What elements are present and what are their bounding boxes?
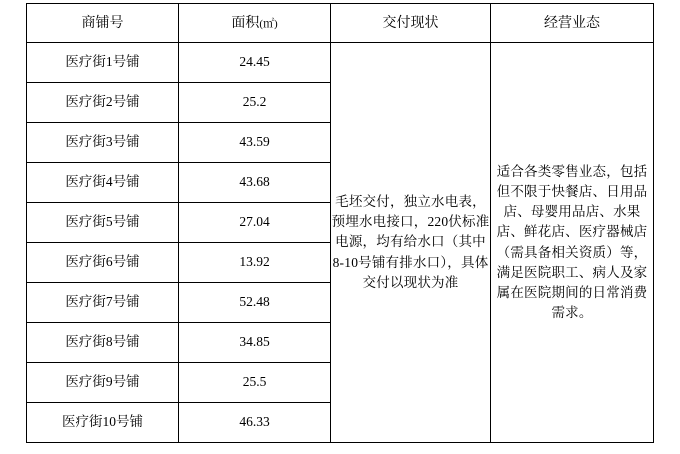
table-row — [27, 43, 654, 83]
cell-area: 43.68 — [179, 163, 331, 203]
cell-shop-no: 医疗街8号铺 — [27, 323, 179, 363]
cell-shop-no: 医疗街9号铺 — [27, 363, 179, 403]
cell-area: 25.2 — [179, 83, 331, 123]
cell-shop-no: 医疗街4号铺 — [27, 163, 179, 203]
cell-area: 43.59 — [179, 123, 331, 163]
cell-area: 25.5 — [179, 363, 331, 403]
column-header-area-unit: (㎡) — [259, 17, 278, 30]
cell-delivery-status: 毛坯交付，独立水电表，预埋水电接口，220伏标准电源，均有给水口（其中8-10号铺有排水口），具体交付以现状为准 — [331, 43, 491, 443]
column-header-delivery-status: 交付现状 — [331, 4, 491, 43]
cell-area: 24.45 — [179, 43, 331, 83]
cell-shop-no: 医疗街2号铺 — [27, 83, 179, 123]
cell-area: 27.04 — [179, 203, 331, 243]
column-header-business-type: 经营业态 — [491, 4, 654, 43]
column-header-area-label: 面积 — [231, 15, 260, 31]
document-page — [0, 3, 680, 454]
cell-shop-no: 医疗街7号铺 — [27, 283, 179, 323]
cell-area: 46.33 — [179, 403, 331, 443]
header-row — [27, 4, 654, 43]
column-header-shop-no: 商铺号 — [27, 4, 179, 43]
cell-shop-no: 医疗街10号铺 — [27, 403, 179, 443]
table-header — [27, 4, 654, 43]
cell-business-type: 适合各类零售业态，包括但不限于快餐店、日用品店、母婴用品店、水果店、鲜花店、医疗器械店（需具备相关资质）等，满足医院职工、病人及家属在医院期间的日常消费需求。 — [491, 43, 654, 443]
cell-area: 34.85 — [179, 323, 331, 363]
cell-shop-no: 医疗街6号铺 — [27, 243, 179, 283]
shops-table — [26, 3, 654, 443]
cell-shop-no: 医疗街1号铺 — [27, 43, 179, 83]
table-body — [27, 43, 654, 443]
column-header-area — [179, 4, 331, 43]
cell-area: 52.48 — [179, 283, 331, 323]
cell-shop-no: 医疗街5号铺 — [27, 203, 179, 243]
cell-shop-no: 医疗街3号铺 — [27, 123, 179, 163]
cell-area: 13.92 — [179, 243, 331, 283]
